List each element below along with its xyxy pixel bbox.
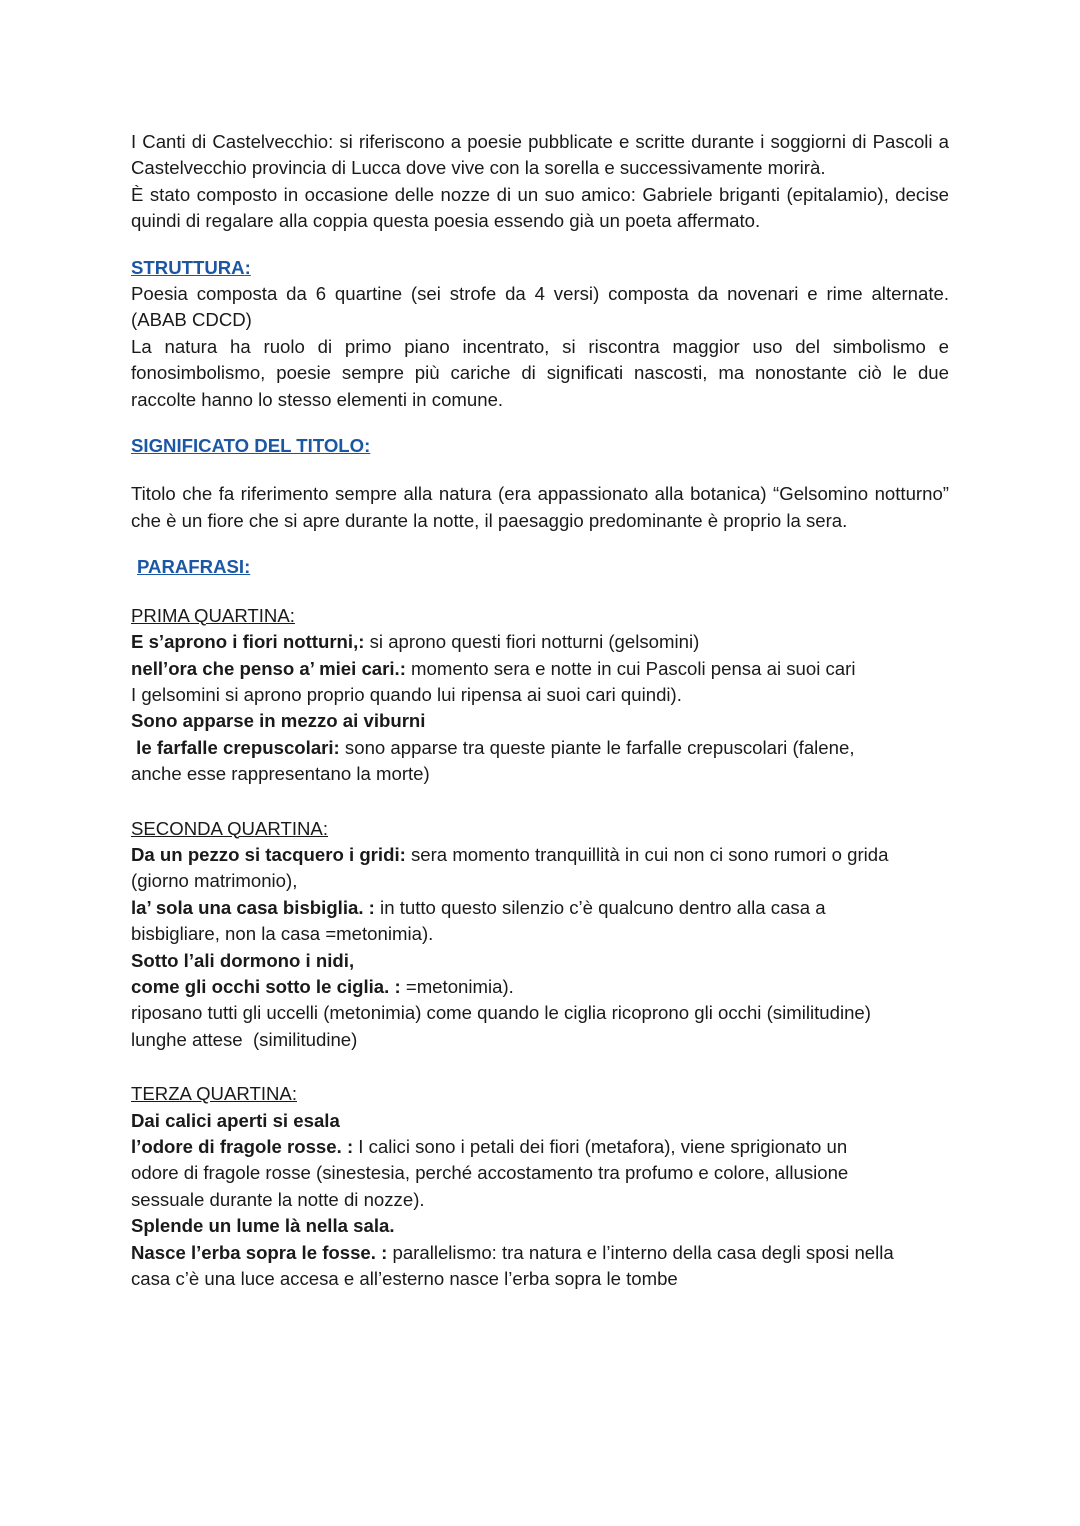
paraphrase-line [131,948,949,974]
paraphrase-line [131,974,949,1000]
paraphrase-line: anche esse rappresentano la morte) [131,763,430,785]
intro-paragraph-2: È stato composto in occasione delle nozze di un suo amico: Gabriele briganti (epitalamio), decise quindi di regalare alla coppia questa poesia essendo già un poeta affermato. [131,183,949,232]
struttura-paragraph-2: La natura ha ruolo di primo piano incentrato, si riscontra maggior uso del simbolismo e fonosimbolismo, poesie sempre più cariche di significati nascosti, ma nonostante ciò le due raccolte hanno lo stesso elementi in comune. [131,335,949,410]
paraphrase-line: bisbigliare, non la casa =metonimia). [131,923,434,945]
section-heading-struttura [131,255,949,281]
verse-text: Nasce l’erba sopra le fosse. : [131,1241,388,1263]
heading-text: STRUTTURA [131,256,245,278]
verse-text: E s’aprono i fiori notturni,: [131,631,365,653]
quartina-heading-3: TERZA QUARTINA: [131,1083,297,1105]
paraphrase-text: I calici sono i petali dei fiori (metafora), viene sprigionato un [353,1136,848,1157]
quartina-heading-1: PRIMA QUARTINA: [131,604,295,626]
paraphrase-line: I gelsomini si aprono proprio quando lui ripensa ai suoi cari quindi). [131,683,682,705]
paraphrase-line [131,735,949,761]
paraphrase-line [131,1213,949,1239]
paraphrase-line [131,1108,949,1134]
paraphrase-text: si aprono questi fiori notturni (gelsomini) [364,631,700,653]
paraphrase-line [131,708,949,734]
verse-text: nell’ora che penso a’ miei cari.: [131,657,406,679]
paraphrase-text: in tutto questo silenzio c’è qualcuno dentro alla casa a [374,896,826,918]
verse-text: Splende un lume là nella sala. [131,1215,395,1237]
paraphrase-text: sera momento tranquillità in cui non ci sono rumori o grida [405,843,889,865]
section-heading-titolo: SIGNIFICATO DEL TITOLO: [131,435,371,457]
paraphrase-line [131,656,949,682]
paraphrase-line: sessuale durante la notte di nozze). [131,1188,425,1210]
verse-text: Sono apparse in mezzo ai viburni [131,710,426,732]
paraphrase-text: sono apparse tra queste piante le farfalle crepuscolari (falene, [339,736,855,758]
paraphrase-line: casa c’è una luce accesa e all’esterno nasce l’erba sopra le tombe [131,1268,678,1290]
intro-paragraph: I Canti di Castelvecchio: si riferiscono a poesie pubblicate e scritte durante i soggiorni di Pascoli a Castelvecchio provincia di Lucca dove vive con la sorella e successivamente morirà. [131,131,949,179]
paraphrase-line: riposano tutti gli uccelli (metonimia) come quando le ciglia ricoprono gli occhi (similitudine) [131,1002,871,1024]
paraphrase-line: (giorno matrimonio), [131,870,298,892]
verse-text: le farfalle crepuscolari: [131,736,340,758]
heading-colon: : [244,256,251,278]
paraphrase-line [131,1134,949,1160]
paraphrase-line [131,895,949,921]
paraphrase-line [131,842,949,868]
verse-text: Da un pezzo si tacquero i gridi: [131,843,406,865]
paraphrase-line [131,629,949,655]
quartina-heading-2: SECONDA QUARTINA: [131,817,328,839]
titolo-paragraph: Titolo che fa riferimento sempre alla natura (era appassionato alla botanica) “Gelsomino notturno” che è un fiore che si apre durante la notte, il paesaggio predominante è proprio la sera. [131,483,949,531]
paraphrase-line [131,1240,949,1266]
verse-text: l’odore di fragole rosse. : [131,1136,354,1157]
verse-text: Dai calici aperti si esala [131,1109,340,1131]
paraphrase-text: =metonimia). [400,975,514,997]
verse-text: come gli occhi sotto le ciglia. : [131,975,401,997]
struttura-paragraph: Poesia composta da 6 quartine (sei strofe da 4 versi) composta da novenari e rime alternate. (ABAB CDCD) [131,283,949,331]
verse-text: Sotto l’ali dormono i nidi, [131,949,355,971]
section-heading-parafrasi: PARAFRASI: [137,556,251,578]
verse-text: la’ sola una casa bisbiglia. : [131,896,375,918]
paraphrase-line: lunghe attese (similitudine) [131,1028,358,1050]
paraphrase-line: odore di fragole rosse (sinestesia, perché accostamento tra profumo e colore, allusione [131,1162,849,1184]
paraphrase-text: parallelismo: tra natura e l’interno della casa degli sposi nella [387,1241,894,1263]
paraphrase-text: momento sera e notte in cui Pascoli pensa ai suoi cari [405,657,856,679]
